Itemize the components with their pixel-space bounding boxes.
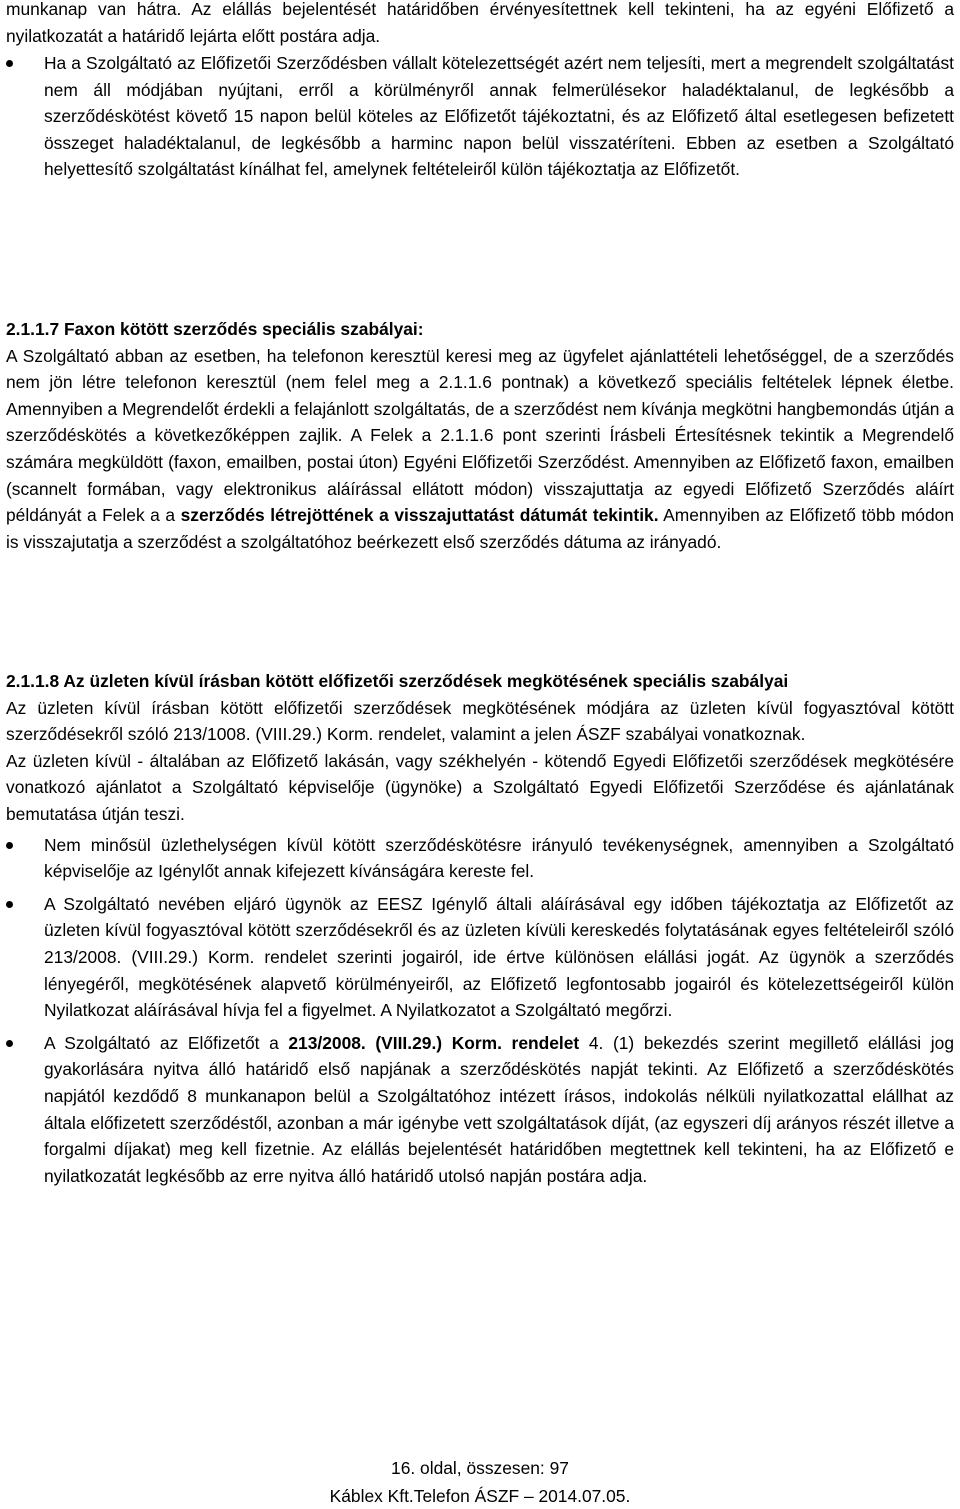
bullet-icon (6, 1040, 13, 1047)
bullet-icon (6, 60, 13, 67)
list-item-text: Ha a Szolgáltató az Előfizetői Szerződésben vállalt kötelezettségét azért nem teljesíti, mert a megrendelt szolgáltatást nem áll módjában nyújtani, erről a körülményről annak felmerülésekor haladéktalanul, de legkésőbb a szerződéskötést követő 15 napon belül köteles az Előfizetőt tájékoztatni, és az Előfizető által esetlegesen befizetett összeget haladéktalanul, de legkésőbb a harminc napon belül visszatéríteni. Ebben az esetben a Szolgáltató helyettesítő szolgáltatást kínálhat fel, amelynek feltételeiről külön tájékoztatja az Előfizetőt. (44, 53, 954, 180)
list-item-text: Nem minősül üzlethelységen kívül kötött szerződéskötésre irányuló tevékenységnek, amennyiben a Szolgáltató képviselője az Igénylőt annak kifejezett kívánságára kereste fel. (44, 834, 954, 882)
list-item-text: A Szolgáltató az Előfizetőt a 213/2008. (VIII.29.) Korm. rendelet 4. (1) bekezdés szerint megillető elállási jog gyakorlására nyitva álló határidő első napjának a szerződéskötés napját tekinti. Az Előfizető a szerződéskötés napjától kezdődő 8 munkanapon belül a Szolgáltatóhoz intézett írásos, indokolás nélküli nyilatkozattal elállhat az általa előfizetett szerződéstől, azonban a már igénybe vett szolgáltatások díját, (az egyszeri díj arányos részét illetve a forgalmi díjakat) meg kell fizetnie. Az elállás bejelentését határidőben megtettnek kell tekinteni, ha az Előfizető e nyilatkozatát legkésőbb az erre nyitva álló határidő utolsó napján postára adja. (44, 1032, 954, 1186)
paragraph: A Szolgáltató abban az esetben, ha telefonon keresztül keresi meg az ügyfelet ajánlattételi lehetőséggel, de a szerződés nem jön létre telefonon keresztül (nem felel meg a 2.1.1.6 pontnak) a következő speciális feltételek lépnek életbe. Amennyiben a Megrendelőt érdekli a felajánlott szolgáltatás, de a szerződést nem kívánja megkötni hangbemondás útján a szerződéskötés a következőképpen zajlik. A Felek a 2.1.1.6 pont szerinti Írásbeli Értesítésnek tekintik a Megrendelő számára megküldött (faxon, emailben, postai úton) Egyéni Előfizetői Szerződést. Amennyiben az Előfizető faxon, emailben (scannelt formában, vagy elektronikus aláírással ellátott módon) visszajuttatja az egyedi Előfizető Szerződés aláírt példányát a Felek a a szerződés létrejöttének a visszajuttatást dátumát tekintik. Amennyiben az Előfizető több módon is visszajutatja a szerződést a szolgáltatóhoz beérkezett első szerződés dátuma az irányadó. (6, 345, 954, 552)
bullet-icon (6, 842, 13, 849)
section-heading: 2.1.1.8 Az üzleten kívül írásban kötött előfizetői szerződések megkötésének speciális szabályai (6, 671, 789, 691)
section-2-1-1-7 (6, 316, 954, 555)
list-item (6, 891, 954, 1024)
page-number: 16. oldal, összesen: 97 (391, 1458, 569, 1478)
section-2-1-1-8 (6, 668, 954, 1189)
list-item (6, 1030, 954, 1190)
list-item (6, 50, 954, 183)
paragraph: Az üzleten kívül - általában az Előfizető lakásán, vagy székhelyén - kötendő Egyedi Előfizetői szerződések megkötésére vonatkozó ajánlatot a Szolgáltató képviselője (ügynöke) a Szolgáltató Egyedi Előfizetői Szerződése és ajánlatának bemutatása útján teszi. (6, 750, 954, 824)
list-item (6, 832, 954, 885)
bullet-icon (6, 901, 13, 908)
paragraph: Az üzleten kívül írásban kötött előfizetői szerződések megkötésének módjára az üzleten kívül fogyasztóval kötött szerződésekről szóló 213/1008. (VIII.29.) Korm. rendelet, valamint a jelen ÁSZF szabályai vonatkoznak. (6, 697, 954, 745)
list-item-text: A Szolgáltató nevében eljáró ügynök az EESZ Igénylő általi aláírásával egy időben tájékoztatja az Előfizetőt az üzleten kívül fogyasztóval kötött szerződésekről és az üzleten kívüli kereskedés folytatásának egyes feltételeiről szóló 213/2008. (VIII.29.) Korm. rendelet szerinti jogairól, ide értve különösen elállási jogát. Az ügynök a szerződés lényegéről, megkötésének alapvető körülményeiről, az Előfizető legfontosabb jogairól és kötelezettségeiről külön Nyilatkozat aláírásával hívja fel a figyelmet. A Nyilatkozatot a Szolgáltató megőrzi. (44, 893, 954, 1021)
footer-document-title: Káblex Kft.Telefon ÁSZF – 2014.07.05. (329, 1486, 631, 1506)
continued-paragraph: munkanap van hátra. Az elállás bejelentését határidőben érvényesítettnek kell tekinteni, ha az egyéni Előfizető a nyilatkozatát a határidő lejárta előtt postára adja. (6, 0, 954, 46)
section-heading: 2.1.1.7 Faxon kötött szerződés speciális szabályai: (6, 319, 424, 339)
